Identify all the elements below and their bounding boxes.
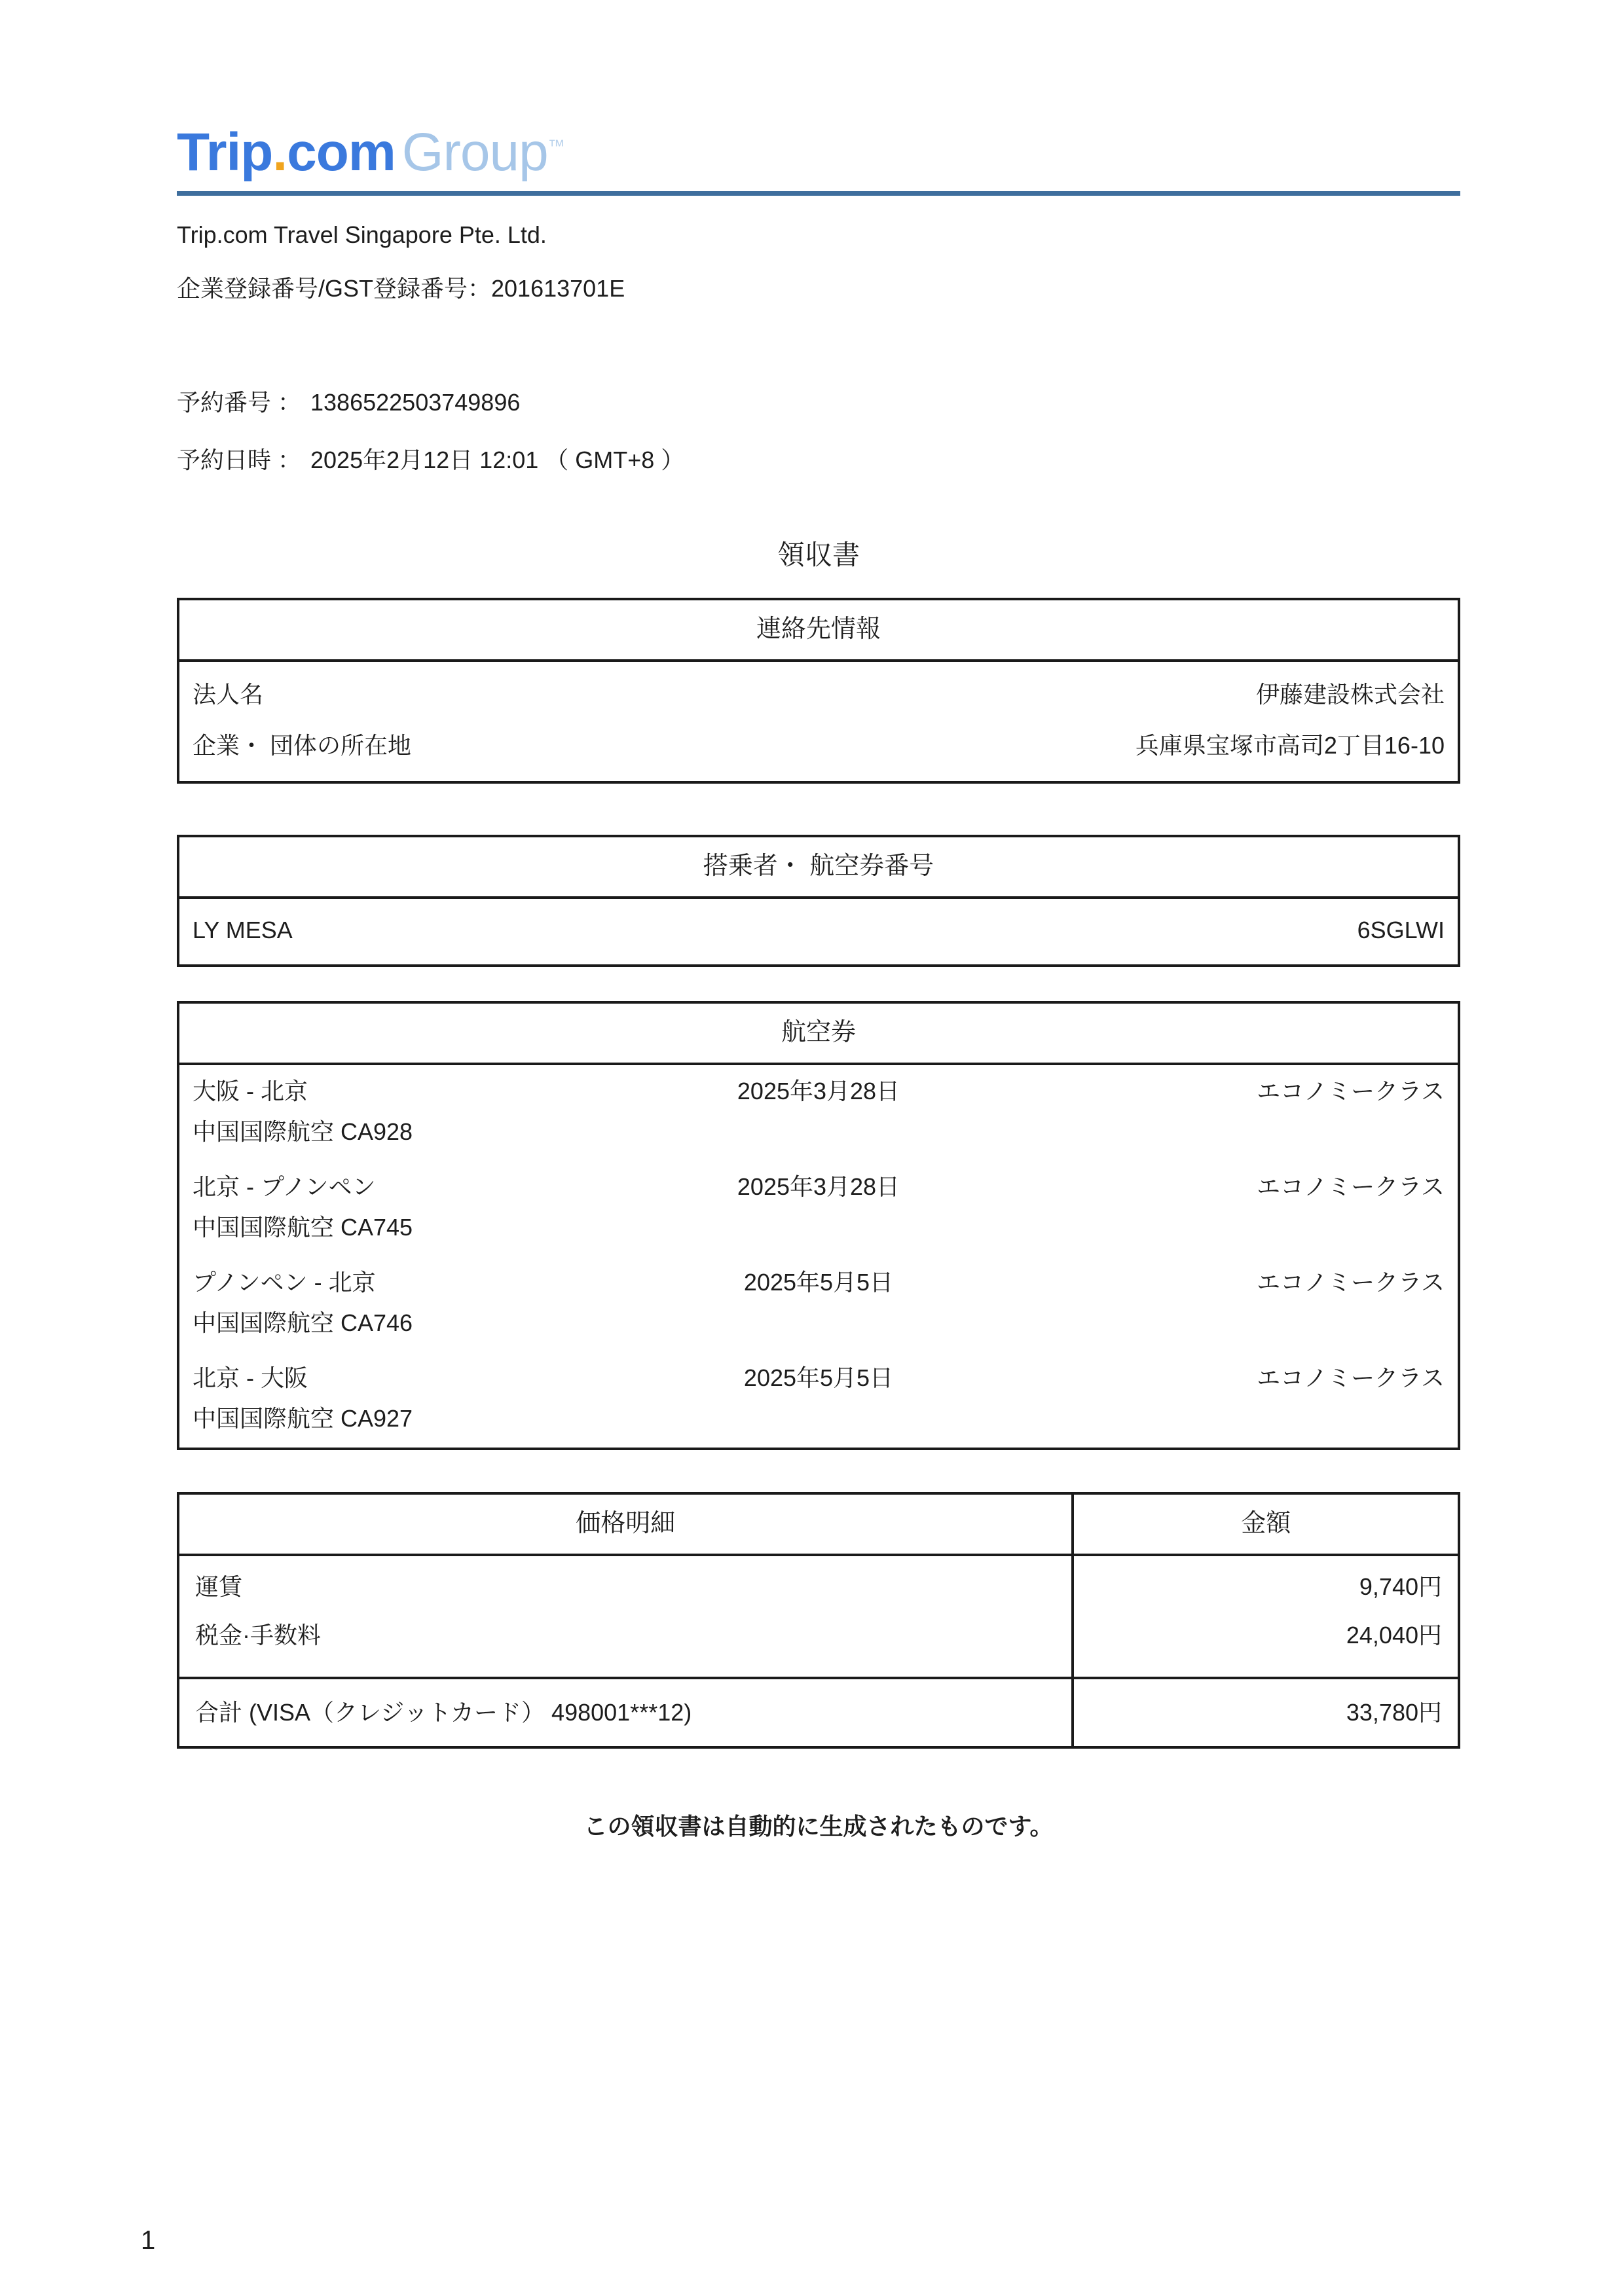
flight-route: 北京 - 大阪 [193,1364,308,1391]
price-table-body-row [179,1556,1458,1679]
table-row [193,916,1445,945]
price-breakdown-table [177,1492,1460,1749]
logo-text-com: com [287,122,396,182]
company-address-value: 兵庫県宝塚市高司2丁目16-10 [1135,732,1445,759]
price-amounts-cell [1074,1556,1458,1677]
flight-route: プノンペン - 北京 [193,1269,376,1296]
flight-cabin-class: エコノミークラス [1257,1173,1445,1200]
ticket-number: 6SGLWI [1357,917,1445,943]
flight-date: 2025年3月28日 [737,1078,900,1104]
contact-table-header: 連絡先情報 [179,600,1458,662]
logo-dot: . [272,122,287,182]
auto-generated-note: この領収書は自動的に生成されたものです。 [583,1813,1054,1840]
header-logo-row [177,0,1460,182]
total-amount: 33,780円 [1346,1699,1442,1726]
company-address-label: 企業・ 団体の所在地 [193,732,412,759]
flight-summary-line [193,1364,1445,1393]
tripcom-group-logo [177,122,1460,182]
price-detail-header: 価格明細 [179,1495,1074,1554]
flight-airline: 中国国際航空 CA928 [193,1118,413,1145]
booking-datetime-label: 予約日時 ： [177,446,302,473]
logo-text-group: Group [401,122,548,182]
fare-label: 運賃 [195,1573,243,1600]
corporate-name-label: 法人名 [193,681,264,708]
flight-row [179,1352,1458,1448]
flight-date: 2025年3月28日 [737,1173,900,1200]
flight-summary-line [193,1268,1445,1297]
taxes-fees-label: 税金·手数料 [195,1622,321,1649]
passenger-name: LY MESA [193,917,293,943]
price-labels-cell [179,1556,1074,1677]
passenger-ticket-table [177,835,1460,967]
header-divider-line [177,191,1460,196]
merchant-registration-number: 企業登録番号/GST登録番号：201613701E [177,275,625,302]
page-number: 1 [141,2226,156,2255]
flight-cabin-class: エコノミークラス [1257,1364,1445,1391]
flight-route: 大阪 - 北京 [193,1078,308,1104]
flight-cabin-class: エコノミークラス [1257,1269,1445,1296]
flight-date: 2025年5月5日 [743,1364,894,1391]
price-table-total-row [179,1679,1458,1746]
price-table-header-row [179,1495,1458,1556]
flight-airline: 中国国際航空 CA745 [193,1214,413,1241]
total-amount-cell [1074,1679,1458,1746]
booking-datetime-line [177,446,1460,475]
table-row [193,731,1445,760]
total-payment-label [179,1679,1074,1746]
flight-airline: 中国国際航空 CA746 [193,1309,413,1336]
passenger-table-header: 搭乗者・ 航空券番号 [179,837,1458,899]
flight-airline: 中国国際航空 CA927 [193,1405,413,1432]
booking-number-line [177,388,1460,417]
passenger-table-body [179,899,1458,964]
contact-table-body [179,662,1458,781]
flight-row [179,1256,1458,1352]
tickets-table-body [179,1065,1458,1448]
flight-row [179,1065,1458,1161]
flight-tickets-table [177,1001,1460,1450]
booking-number-label: 予約番号 ： [177,389,302,416]
document-title: 領収書 [777,539,860,570]
flight-route: 北京 - プノンペン [193,1173,376,1200]
price-amount-header: 金額 [1241,1510,1291,1537]
logo-text-trip: Trip [177,122,273,182]
flight-date: 2025年5月5日 [743,1269,894,1296]
booking-datetime-value: 2025年2月12日 12:01 （ GMT+8 ） [310,446,685,473]
flight-row [179,1161,1458,1256]
merchant-name: Trip.com Travel Singapore Pte. Ltd. [177,221,547,248]
total-label-text: 合計 (VISA（クレジットカード） 498001***12) [195,1699,692,1726]
corporate-name-value: 伊藤建設株式会社 [1255,681,1445,708]
flight-summary-line [193,1173,1445,1201]
fare-amount: 9,740円 [1359,1573,1442,1600]
trademark-symbol: ™ [547,136,564,156]
booking-info [177,388,1460,475]
tickets-table-header: 航空券 [179,1004,1458,1065]
contact-info-table [177,598,1460,784]
flight-summary-line [193,1077,1445,1106]
flight-cabin-class: エコノミークラス [1257,1078,1445,1104]
taxes-fees-amount: 24,040円 [1346,1622,1442,1649]
table-row [193,680,1445,709]
booking-number-value: 1386522503749896 [310,389,521,416]
